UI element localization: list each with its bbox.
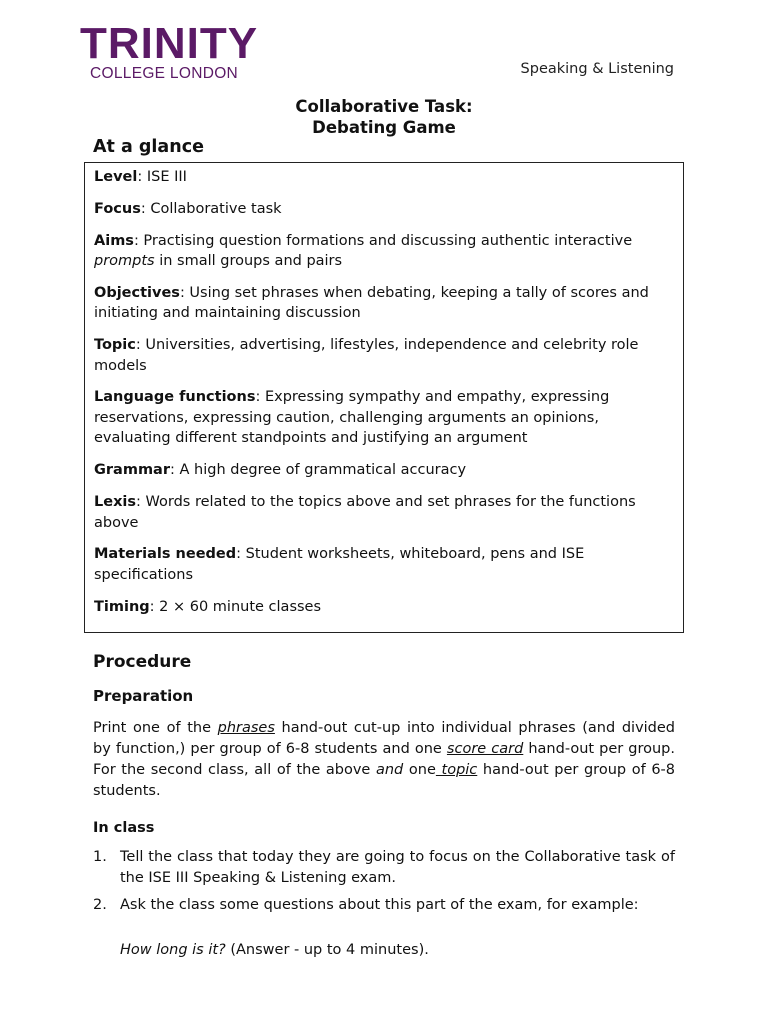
text: Print one of the [93, 720, 218, 736]
row-value-emphasis: prompts [94, 253, 155, 270]
row-level [94, 167, 674, 188]
row-label: Timing [94, 598, 150, 615]
title-line-1: Collaborative Task: [295, 97, 473, 116]
row-label: Grammar [94, 462, 170, 479]
text: hand-out per group of 6-8 students. [93, 762, 676, 799]
row-value: : Student worksheets, whiteboard, pens and ISE specifications [94, 546, 585, 583]
row-value: : 2 × 60 minute classes [149, 598, 322, 615]
row-topic [94, 335, 674, 376]
row-label: Aims [94, 232, 134, 249]
list-text: Ask the class some questions about this part of the exam, for example: [120, 897, 639, 913]
text: hand-out per group. For the second class, all of the above [93, 741, 675, 778]
row-label: Lexis [94, 494, 137, 511]
row-value: : Universities, advertising, lifestyles, independence and celebrity role models [94, 337, 639, 374]
section-label: Speaking & Listening [520, 61, 674, 77]
preparation-paragraph [93, 718, 675, 802]
logo-sub: COLLEGE LONDON [90, 65, 239, 82]
row-focus [94, 199, 674, 220]
row-label: Focus [94, 200, 141, 217]
preparation-heading: Preparation [93, 687, 194, 705]
row-value: : Expressing sympathy and empathy, expressing reservations, expressing caution, challenging arguments an opinions, evaluating different standpoints and justifying an argument [94, 389, 610, 447]
list-number: 2. [93, 897, 107, 913]
row-grammar [94, 460, 674, 481]
document-title [0, 96, 768, 138]
row-value: : Practising question formations and discussing authentic interactive [133, 232, 633, 249]
row-value: : Using set phrases when debating, keeping a tally of scores and initiating and maintaining discussion [94, 284, 649, 322]
row-value: : ISE III [137, 169, 187, 185]
logo-main: TRINITY [80, 19, 259, 68]
list-item [93, 847, 675, 888]
row-timing [94, 597, 674, 618]
text: one [403, 762, 436, 778]
list-item [93, 895, 675, 916]
row-label: Topic [94, 337, 136, 354]
topic-link[interactable]: topic [435, 762, 478, 778]
row-label: Language functions [94, 389, 256, 406]
row-value: in small groups and pairs [154, 253, 343, 270]
row-label: Objectives [94, 284, 180, 301]
row-value: : Words related to the topics above and set phrases for the functions above [94, 494, 636, 531]
score-card-link[interactable]: score card [446, 741, 524, 757]
example-answer-text: (Answer - up to 4 minutes). [225, 942, 429, 958]
example-question: How long is it? [120, 942, 226, 958]
example-answer [120, 942, 429, 958]
row-language-functions [94, 387, 674, 449]
at-a-glance-box [84, 162, 684, 633]
list-number: 1. [93, 849, 107, 865]
row-value: : Collaborative task [140, 200, 282, 217]
row-objectives [94, 283, 674, 324]
row-aims [94, 231, 674, 272]
phrases-link[interactable]: phrases [217, 720, 275, 736]
row-lexis [94, 492, 674, 533]
in-class-heading: In class [93, 820, 155, 836]
emphasis: and [375, 762, 404, 778]
text: hand-out cut-up into individual phrases (and divided by function,) per group of 6-8 students and one [93, 720, 676, 757]
row-label: Level [94, 169, 138, 185]
title-line-2: Debating Game [312, 118, 456, 137]
procedure-heading: Procedure [93, 652, 192, 672]
row-value: : A high degree of grammatical accuracy [170, 462, 467, 479]
trinity-logo [80, 19, 259, 83]
at-a-glance-heading: At a glance [93, 137, 204, 157]
row-label: Materials needed [94, 546, 237, 563]
row-materials [94, 544, 674, 585]
list-text: Tell the class that today they are going to focus on the Collaborative task of the ISE III Speaking & Listening exam. [120, 849, 675, 886]
